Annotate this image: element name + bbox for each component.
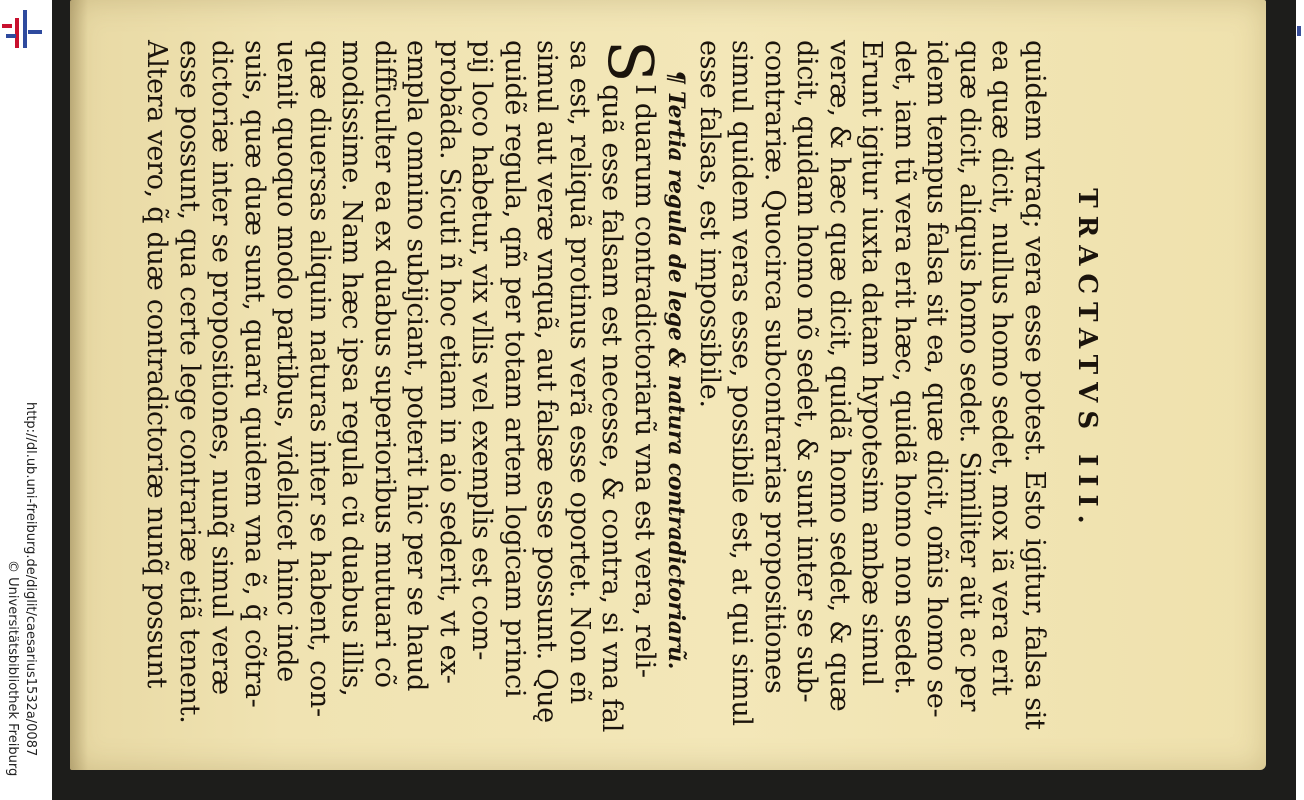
scrollbar-marker[interactable] xyxy=(1297,26,1301,36)
text-line: simul quidem veras esse, possibile est, at qui simul xyxy=(726,40,758,726)
text-line: esse possunt, qua certe lege contrariæ etiã tenent. xyxy=(174,40,205,724)
text-line: sa est, reliquã protinus verã esse oportet. Non eñ xyxy=(564,40,595,704)
text-line: ea quæ dicit, nullus homo sedet, mox iã vera erit xyxy=(986,40,1018,696)
text-line: quæ diuersas aliquin naturas inter se habent, con- xyxy=(304,40,335,717)
text-line: pij loco habetur, vix vllis vel exemplis est com- xyxy=(466,40,498,661)
page-text xyxy=(141,40,1250,733)
text-line: det, iam tũ vera erit hæc, quidã homo non sedet. xyxy=(889,40,920,695)
text-line: Altera vero, q̃ duæ contradictoriæ nunq̃ possunt xyxy=(141,40,173,688)
text-line: quã esse falsam est necesse, & contra, si vna fal xyxy=(596,84,628,733)
sidebar xyxy=(0,0,52,800)
text-line: difficulter ea ex duabus superioribus mutuari cõ xyxy=(369,40,400,688)
text-line: quæ dicit, aliquis homo sedet. Similiter aũt ac per xyxy=(954,40,985,712)
text-line: probãda. Sicuti ñ hoc etiam in aio sederit, vt ex- xyxy=(434,40,465,684)
text-line: veræ, & hæc quæ dicit, quidã homo sedet, & quæ xyxy=(824,40,855,712)
paragraph-1 xyxy=(693,40,1051,730)
right-margin xyxy=(1296,0,1304,800)
text-line: esse falsas, est impossibile. xyxy=(694,40,725,408)
source-url[interactable]: http://dl.ub.uni-freiburg.de/diglit/caesarius1532a/0087 xyxy=(23,402,38,757)
text-line: dictoriæ inter se propositiones, nunq̃ simul veræ xyxy=(206,40,238,695)
text-line: quidem vtraq; vera esse potest. Esto igitur, falsa sit xyxy=(1019,40,1050,730)
text-line: empla omnino subijciant, poterit hic per se haud xyxy=(401,40,433,692)
text-line-content: I duarum contradictoriarũ vna est vera, reli- xyxy=(629,84,660,678)
text-line: quidẽ regula, qm̃ per totam artem logicam princi xyxy=(499,40,530,698)
paragraph-2 xyxy=(140,40,667,733)
text-line: uenit quoquo modo partibus, videlicet hinc inde xyxy=(271,40,303,682)
text-line: suis, quæ duæ sunt, quarũ quidem vna ẽ, q̃ cõtra- xyxy=(239,40,270,708)
text-line: Erunt igitur iuxta datam hypotesim ambæ simul xyxy=(856,40,888,686)
page-header: TRACTATVS III. xyxy=(1072,188,1102,532)
copyright-notice: © Universitätsbibliothek Freiburg xyxy=(5,560,20,777)
text-line: dicit, quidam homo nõ sedet, & sunt inter se sub- xyxy=(791,40,823,703)
text-line: idem tempus falsa sit ea, quæ dicit, om̃is homo se- xyxy=(921,40,953,718)
book-page xyxy=(70,0,1266,770)
text-line: simul aut veræ vnquã, aut falsæ esse possunt. Quę xyxy=(531,40,563,723)
drop-capital: S xyxy=(594,40,667,83)
text-line: modissime. Nam hæc ipsa regula cũ duabus illis, xyxy=(336,40,368,697)
text-line: contrariæ. Quocirca subcontrarias propositiones xyxy=(759,40,790,694)
rubric-heading: ¶ Tertia regula de lege & natura contradictoriarũ. xyxy=(663,70,690,670)
university-logo-icon xyxy=(2,8,42,48)
